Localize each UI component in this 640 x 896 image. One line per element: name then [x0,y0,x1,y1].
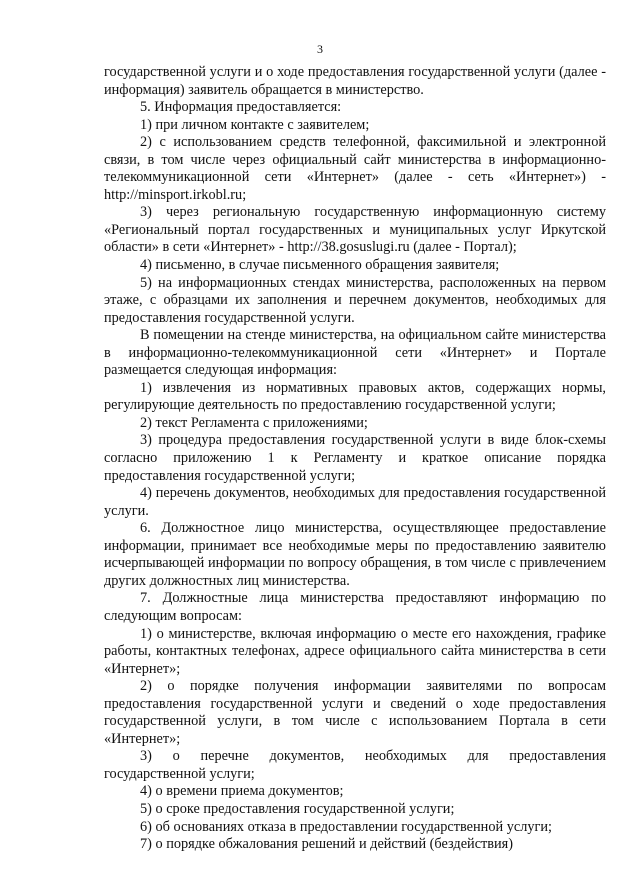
paragraph: 7) о порядке обжалования решений и действий (бездействия) [140,836,514,853]
paragraph: 1) о министерстве, включая информацию о месте его нахождения, графике работы, контактных телефонах, адресе официального сайта министерства в сети «Интернет»; [104,625,606,677]
paragraph: 4) о времени приема документов; [140,783,344,800]
paragraph: 2) текст Регламента с приложениями; [140,414,368,431]
paragraph: 2) с использованием средств телефонной, факсимильной и электронной связи, в том числе через официальный сайт министерства в информационно-телекоммуникационной сети «Интернет» (далее - сеть «Интернет») - http://minsport.irkobl.ru; [104,134,606,203]
paragraph: 5) о сроке предоставления государственной услуги; [140,800,455,817]
paragraph: 4) перечень документов, необходимых для предоставления государственной услуги. [104,485,606,519]
paragraph: 3) через региональную государственную информационную систему «Региональный портал государственных и муниципальных услуг Иркутской области» в сети «Интернет» - http://38.gosuslugi.ru (далее - Портал); [104,204,606,256]
paragraph: 4) письменно, в случае письменного обращения заявителя; [140,257,500,274]
paragraph: 6. Должностное лицо министерства, осуществляющее предоставление информации, принимает все необходимые меры по предоставлению заявителю исчерпывающей информации по вопросу обращения, в том числе с привлечением других должностных лиц министерства. [104,520,606,589]
page-number: 3 [317,42,323,56]
paragraph: государственной услуги и о ходе предоставления государственной услуги (далее - информация) заявитель обращается в министерство. [104,64,606,98]
paragraph: 6) об основаниях отказа в предоставлении государственной услуги; [140,818,552,835]
document-body [104,64,606,854]
paragraph: 1) при личном контакте с заявителем; [140,116,370,133]
paragraph: 3) процедура предоставления государственной услуги в виде блок-схемы согласно приложению 1 к Регламенту и краткое описание порядка предоставления государственной услуги; [104,432,606,484]
paragraph: 3) о перечне документов, необходимых для предоставления государственной услуги; [104,748,606,782]
paragraph: 5) на информационных стендах министерства, расположенных на первом этаже, с образцами их заполнения и перечнем документов, необходимых для предоставления государственной услуги. [104,274,606,326]
paragraph: В помещении на стенде министерства, на официальном сайте министерства в информационно-телекоммуникационной сети «Интернет» и Портале размещается следующая информация: [104,327,606,379]
paragraph: 2) о порядке получения информации заявителями по вопросам предоставления государственной услуги и сведений о ходе предоставления государственной услуги, в том числе с использованием Портала в сети «Интернет»; [104,678,606,747]
paragraph: 5. Информация предоставляется: [140,99,342,116]
paragraph: 7. Должностные лица министерства предоставляют информацию по следующим вопросам: [104,590,606,624]
paragraph: 1) извлечения из нормативных правовых актов, содержащих нормы, регулирующие деятельность по предоставлению государственной услуги; [104,379,606,414]
